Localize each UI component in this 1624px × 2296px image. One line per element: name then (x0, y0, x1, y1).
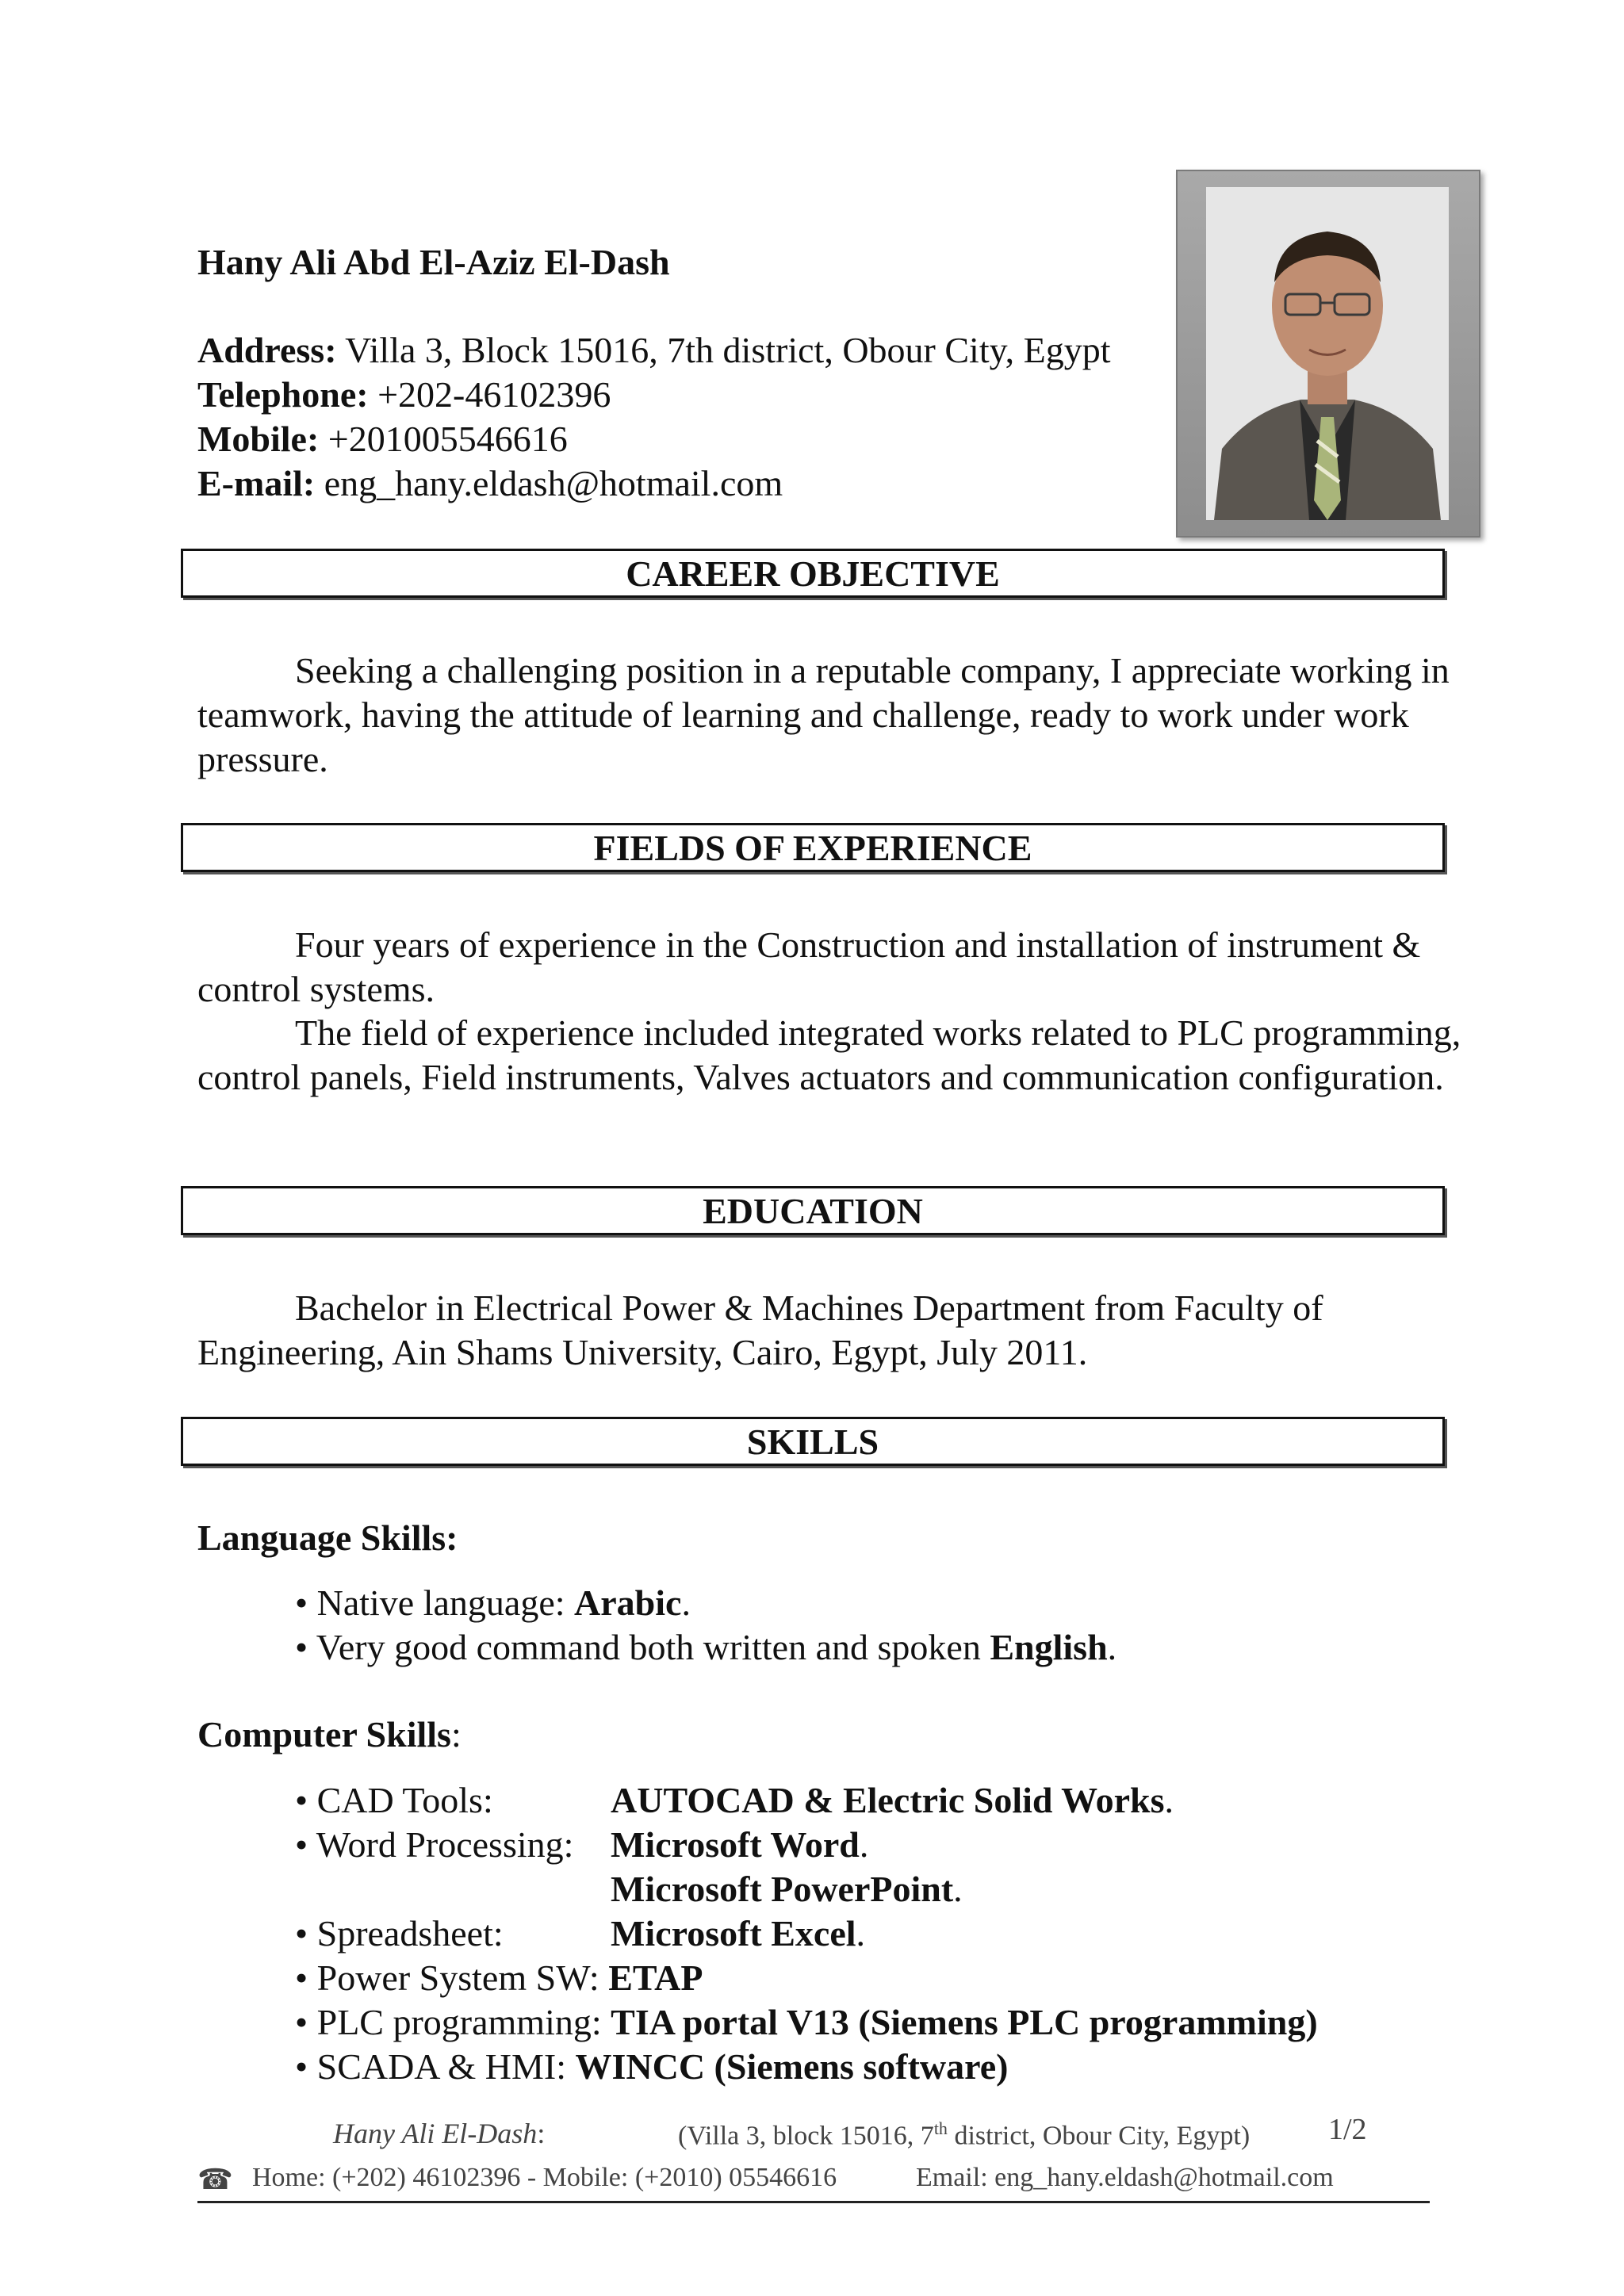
email-line (197, 461, 783, 506)
portrait-image (1206, 187, 1449, 520)
skill-value-word (611, 1823, 868, 1867)
mobile-label: Mobile: (197, 419, 320, 459)
skill-value-text: Microsoft Excel (611, 1913, 856, 1954)
skill-item-scada (295, 2045, 1008, 2089)
address-line (197, 328, 1111, 373)
language-item-label: • Native language: (295, 1582, 575, 1623)
skill-value-powerpoint (611, 1867, 963, 1911)
footer-phone-numbers: Home: (+202) 46102396 - Mobile: (+2010) 05546616 (252, 2163, 837, 2192)
skill-value-text: ETAP (608, 1957, 703, 1998)
computer-skills-heading-text: Computer Skills (197, 1714, 451, 1755)
footer-email: Email: eng_hany.eldash@hotmail.com (916, 2163, 1334, 2192)
skill-value-text: WINCC (Siemens software) (575, 2046, 1009, 2087)
telephone-icon: ☎ (197, 2164, 233, 2195)
skill-label: • SCADA & HMI: (295, 2046, 576, 2087)
experience-paragraph-2: The field of experience included integrated works related to PLC programming, control panels, Field instruments, Valves actuators and communication configuration. (197, 1012, 1461, 1097)
language-skills-heading: Language Skills: (197, 1517, 458, 1558)
footer-divider (197, 2201, 1430, 2203)
skill-value-text: Microsoft PowerPoint (611, 1869, 954, 1909)
skill-label: • PLC programming: (295, 2002, 611, 2042)
punctuation: . (1107, 1627, 1117, 1667)
profile-photo (1176, 170, 1480, 538)
education-text: Bachelor in Electrical Power & Machines Department from Faculty of Engineering, Ain Shams University, Cairo, Egypt, July 2011. (197, 1288, 1323, 1372)
skill-value-text: AUTOCAD & Electric Solid Works (611, 1780, 1165, 1820)
telephone-line (197, 373, 611, 417)
skill-label-word: • Word Processing: (295, 1824, 574, 1865)
punctuation: . (1164, 1780, 1174, 1820)
telephone-label: Telephone: (197, 374, 369, 415)
address-label: Address: (197, 330, 337, 370)
punctuation: . (681, 1582, 691, 1623)
skill-value-cad (611, 1778, 1174, 1823)
section-header-fields-of-experience: FIELDS OF EXPERIENCE (181, 823, 1445, 872)
punctuation: : (537, 2118, 546, 2149)
skill-value-text: Microsoft Word (611, 1824, 860, 1865)
punctuation: . (856, 1913, 866, 1954)
skill-item-power-system (295, 1956, 703, 2000)
skill-label: • Power System SW: (295, 1957, 609, 1998)
language-item-value: Arabic (574, 1582, 682, 1623)
skill-label-spreadsheet: • Spreadsheet: (295, 1913, 504, 1954)
email-value: eng_hany.eldash@hotmail.com (315, 463, 783, 503)
footer-address-part: (Villa 3, block 15016, 7 (678, 2121, 934, 2151)
skill-item-plc (295, 2000, 1318, 2045)
section-header-career-objective: CAREER OBJECTIVE (181, 549, 1445, 598)
punctuation: : (450, 1714, 462, 1755)
experience-paragraph-1: Four years of experience in the Construction and installation of instrument & control systems. (197, 924, 1421, 1009)
career-objective-text: Seeking a challenging position in a reputable company, I appreciate working in teamwork, having the attitude of learning and challenge, ready to work under work pressure. (197, 650, 1450, 779)
mobile-line (197, 417, 568, 461)
footer-address (678, 2118, 1250, 2151)
address-value: Villa 3, Block 15016, 7th district, Obour City, Egypt (336, 330, 1111, 370)
language-item-english (295, 1625, 1116, 1670)
footer-name (333, 2117, 545, 2150)
footer-address-superscript: th (933, 2118, 948, 2138)
email-label: E-mail: (197, 463, 316, 503)
candidate-name: Hany Ali Abd El-Aziz El-Dash (197, 242, 670, 282)
telephone-value: +202-46102396 (368, 374, 611, 415)
footer-name-text: Hany Ali El-Dash (333, 2118, 538, 2149)
section-header-education: EDUCATION (181, 1186, 1445, 1235)
skill-value-text: TIA portal V13 (Siemens PLC programming) (611, 2002, 1318, 2042)
language-item-label: • Very good command both written and spoken (295, 1627, 990, 1667)
punctuation: . (859, 1824, 869, 1865)
footer-address-part: district, Obour City, Egypt) (947, 2121, 1251, 2151)
mobile-value: +201005546616 (319, 419, 568, 459)
language-item-native (295, 1581, 691, 1625)
skill-label-cad: • CAD Tools: (295, 1780, 493, 1820)
computer-skills-heading (197, 1712, 462, 1757)
page-number: 1/2 (1328, 2113, 1367, 2146)
section-header-skills: SKILLS (181, 1417, 1445, 1466)
language-item-value: English (990, 1627, 1108, 1667)
skill-value-spreadsheet (611, 1911, 865, 1956)
punctuation: . (953, 1869, 963, 1909)
